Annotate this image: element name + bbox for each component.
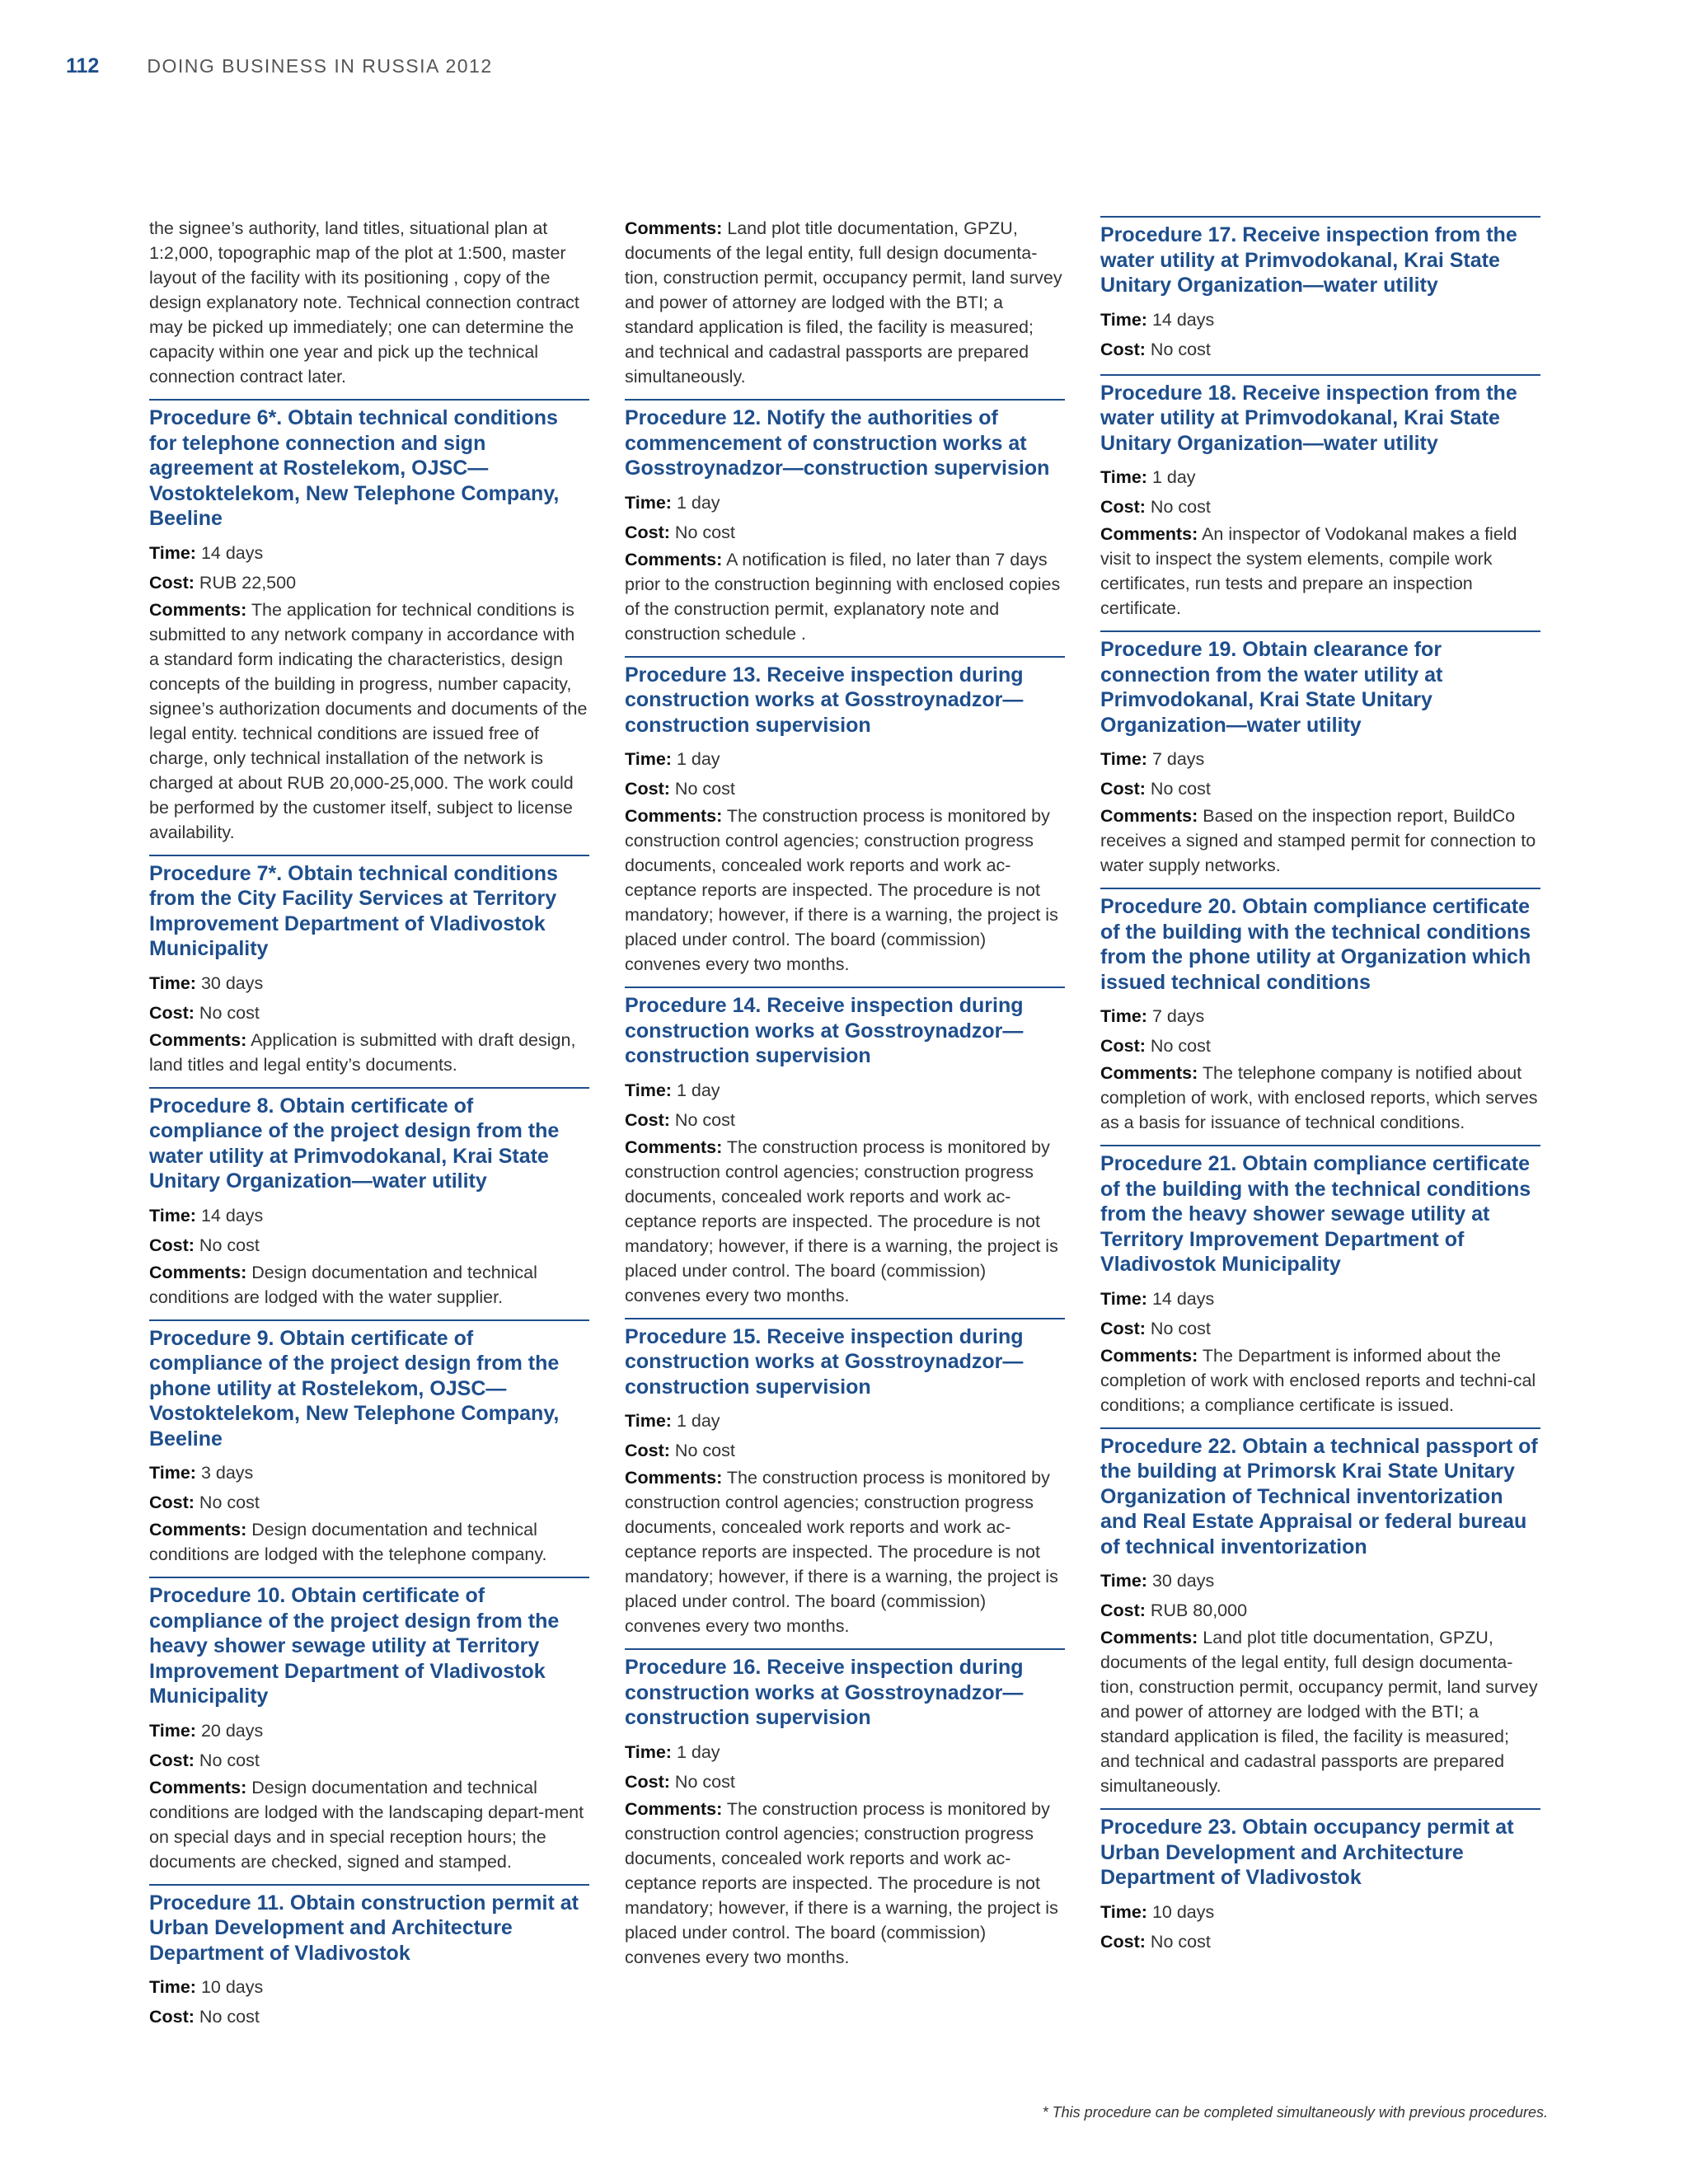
comments-label: Comments: [149,1520,247,1540]
time-label: Time: [1100,1288,1147,1309]
cost-value: No cost [674,1109,735,1130]
cost-value: No cost [199,1235,260,1255]
procedure-time [625,488,1065,518]
comments-label: Comments: [149,1777,247,1797]
comments-text: The Department is informed about the completion of work with enclosed reports and techni-cal conditions; a compliance certificate is issued. [1100,1345,1536,1415]
procedure-cost [625,774,1065,804]
time-label: Time: [625,749,672,769]
time-value: 1 day [676,1741,720,1762]
procedure-time [1100,1284,1540,1314]
cost-value: No cost [199,1750,260,1770]
procedure-cost [149,568,589,598]
procedure-time [625,1737,1065,1767]
time-value: 14 days [200,542,264,563]
procedure-title: Procedure 6*. Obtain technical conditions for telephone connection and sign agreement at Rostelekom, OJSC—Vostoktelekom, New Telephone Company, Beeline [149,406,560,530]
comments-text: Land plot title documentation, GPZU, documents of the legal entity, full design documenta-tion, construction permit, occupancy permit, land survey and power of attorney are lodged with the BTI; a standard application is filed, the facility is measured; and technical and cadastral passports are prepared simultaneously. [625,218,1062,387]
procedure-block [625,399,1065,646]
cost-value: RUB 22,500 [199,572,297,593]
comments-label: Comments: [1100,1628,1198,1647]
procedure-time [1100,1566,1540,1596]
procedure-cost [1100,335,1540,364]
cost-label: Cost: [149,1002,195,1023]
procedure-comments [1100,804,1540,878]
comments-text: The construction process is monitored by construction control agencies; construction progress documents, concealed work reports and work ac-ceptance reports are inspected. The procedure is not mandatory; however, if there is a warning, the project is placed under control. The board (commission) convenes every two months. [625,1468,1058,1636]
cost-value: No cost [1150,339,1211,359]
time-value: 1 day [676,1411,720,1431]
procedure-title: Procedure 18. Receive inspection from the water utility at Primvodokanal, Krai State Unitary Organization—water utility [1100,381,1517,455]
cost-label: Cost: [625,522,670,542]
procedure-time [149,1972,589,2002]
comments-text: The application for technical conditions is submitted to any network company in accordance with a standard form indicating the characteristics, design concepts of the building in progress, number capacity, signee’s authorization documents and documents of the legal entity. technical conditions are issued free of charge, only technical installation of the network is charged at about RUB 20,000-25,000. The work could be performed by the customer itself, subject to license availability. [149,599,588,842]
cost-value: RUB 80,000 [1150,1601,1248,1620]
comments-text: Design documentation and technical conditions are lodged with the telephone company. [149,1520,547,1564]
procedure-cost [1100,1596,1540,1625]
procedure-time [625,744,1065,774]
procedure-time [1100,305,1540,335]
time-label: Time: [1100,749,1147,769]
time-value: 1 day [676,492,720,513]
comments-text: The construction process is monitored by construction control agencies; construction progress documents, concealed work reports and work ac-ceptance reports are inspected. The procedure is not mandatory; however, if there is a warning, the project is placed under control. The board (commission) convenes every two months. [625,1137,1058,1305]
procedure-title: Procedure 9. Obtain certificate of compliance of the project design from the phone utility at Rostelekom, OJSC—Vostoktelekom, New Telephone Company, Beeline [149,1326,560,1451]
procedure-block [1100,1427,1540,1799]
time-label: Time: [625,492,672,513]
procedure-title: Procedure 7*. Obtain technical conditions from the City Facility Services at Territory Improvement Department of Vladivostok Municipality [149,861,558,960]
comments-text: Based on the inspection report, BuildCo receives a signed and stamped permit for connection to water supply networks. [1100,806,1536,875]
procedure-title: Procedure 20. Obtain compliance certificate of the building with the technical conditions from the phone utility at Organization which issued technical conditions [1100,895,1531,994]
procedure-title: Procedure 22. Obtain a technical passport of the building at Primorsk Krai State Unitary Organization of Technical inventorization and Real Estate Appraisal or federal bureau of technical inventorization [1100,1434,1538,1558]
intro-text: the signee’s authority, land titles, situational plan at 1:2,000, topographic map of the plot at 1:500, master layout of the facility with its positioning , copy of the design explanatory note. Technical connection contract may be picked up immediately; one can determine the capacity within one year and pick up the technical connection contract later. [149,218,579,387]
procedure-time [625,1076,1065,1105]
procedure-title: Procedure 15. Receive inspection during construction works at Gosstroynadzor—construction supervision [625,1324,1024,1399]
procedure-comments [625,804,1065,977]
time-value: 3 days [200,1463,254,1483]
time-value: 10 days [1151,1901,1215,1922]
comments-text: Application is submitted with draft design, land titles and legal entity’s documents. [149,1029,576,1075]
time-value: 14 days [1151,1288,1215,1309]
procedure-title: Procedure 21. Obtain compliance certificate of the building with the technical conditions from the heavy shower sewage utility at Territory Improvement Department of Vladivostok Municipality [1100,1152,1531,1276]
procedure-block [625,987,1065,1308]
comments-label: Comments: [149,1029,247,1050]
procedure-comments [1100,1625,1540,1798]
procedure-comments [625,1465,1065,1638]
cost-value: No cost [1150,1318,1211,1338]
time-label: Time: [1100,1901,1147,1922]
procedure-title: Procedure 10. Obtain certificate of compliance of the project design from the heavy shower sewage utility at Territory Improvement Department of Vladivostok Municipality [149,1584,560,1708]
procedure-title: Procedure 14. Receive inspection during construction works at Gosstroynadzor—construction supervision [625,994,1024,1067]
running-title: DOING BUSINESS IN RUSSIA 2012 [147,55,493,77]
procedure-cost [1100,1314,1540,1343]
comments-label: Comments: [1100,1345,1198,1366]
comments-label: Comments: [625,218,723,238]
comments-text: An inspector of Vodokanal makes a field visit to inspect the system elements, compile work certificates, run tests and prepare an inspection certificate. [1100,524,1517,618]
comments-label: Comments: [625,549,723,569]
time-value: 14 days [1151,309,1215,330]
cost-label: Cost: [1100,1931,1146,1952]
cost-value: No cost [674,1441,735,1460]
procedure-comments [625,1797,1065,1970]
cost-label: Cost: [625,1771,670,1792]
procedure-time [149,1458,589,1488]
cost-value: No cost [1150,497,1211,517]
procedure-title: Procedure 23. Obtain occupancy permit at Urban Development and Architecture Department of Vladivostok [1100,1816,1514,1889]
comments-text: A notification is filed, no later than 7 days prior to the construction beginning with enclosed copies of the construction permit, explanatory note and construction schedule . [625,549,1061,644]
procedure-11-comments [625,216,1065,389]
column-right [1100,216,1540,1966]
procedure-block [149,1884,589,2032]
time-value: 14 days [200,1205,264,1226]
comments-text: Design documentation and technical conditions are lodged with the landscaping depart-ment on special days and in special reception hours; the documents are checked, signed and stamped. [149,1777,584,1872]
time-label: Time: [149,1977,196,1997]
cost-value: No cost [199,1002,260,1023]
comments-text: The construction process is monitored by construction control agencies; construction progress documents, concealed work reports and work ac-ceptance reports are inspected. The procedure is not mandatory; however, if there is a warning, the project is placed under control. The board (commission) convenes every two months. [625,1798,1058,1967]
procedure-title: Procedure 19. Obtain clearance for connection from the water utility at Primvodokanal, Krai State Unitary Organization—water utility [1100,638,1443,737]
comments-label: Comments: [625,1798,723,1819]
procedure-block [149,1577,589,1874]
procedure-time [149,968,589,998]
comments-label: Comments: [1100,806,1198,826]
cost-label: Cost: [149,572,195,593]
procedure-block [1100,630,1540,878]
comments-label: Comments: [625,1468,723,1488]
procedure-title: Procedure 16. Receive inspection during construction works at Gosstroynadzor—construction supervision [625,1656,1024,1729]
time-label: Time: [1100,1006,1147,1026]
cost-label: Cost: [1100,497,1146,517]
column-left [149,216,589,2041]
cost-label: Cost: [625,779,670,799]
procedure-block [1100,1808,1540,1957]
procedure-cost [149,2002,589,2032]
procedure-comments [1100,1061,1540,1135]
cost-label: Cost: [149,1750,195,1770]
procedure-block [149,399,589,845]
cost-label: Cost: [149,1493,195,1512]
procedure-block [149,1319,589,1568]
time-value: 1 day [676,749,720,769]
time-label: Time: [1100,467,1147,487]
cost-label: Cost: [1100,339,1146,359]
procedure-time [1100,744,1540,774]
cost-value: No cost [674,1771,735,1792]
comments-label: Comments: [149,1262,247,1282]
cost-label: Cost: [625,1441,670,1460]
comments-label: Comments: [625,1137,723,1157]
column-middle [625,216,1065,1980]
procedure-block [625,1318,1065,1639]
cost-label: Cost: [625,1109,670,1130]
procedure-title: Procedure 13. Receive inspection during construction works at Gosstroynadzor—construction supervision [625,663,1024,737]
procedure-comments [1100,522,1540,621]
cost-value: No cost [1150,1036,1211,1056]
procedure-block [1100,216,1540,364]
comments-label: Comments: [149,599,247,620]
procedure-cost [625,1436,1065,1465]
time-value: 1 day [1151,467,1196,487]
cost-label: Cost: [1100,1601,1146,1620]
procedure-time [149,1201,589,1230]
cost-value: No cost [1150,779,1211,799]
time-label: Time: [1100,1571,1147,1591]
comments-text: Design documentation and technical conditions are lodged with the water supplier. [149,1262,537,1307]
procedure-block [149,855,589,1077]
procedure-comments [625,1135,1065,1308]
comments-label: Comments: [1100,524,1198,544]
time-value: 30 days [200,972,264,993]
time-label: Time: [149,1463,196,1483]
page-number: 112 [66,54,100,77]
procedure-title: Procedure 8. Obtain certificate of compliance of the project design from the water utility at Primvodokanal, Krai State Unitary Organization—water utility [149,1094,560,1193]
time-label: Time: [1100,309,1147,330]
procedure-comments [1100,1343,1540,1418]
time-value: 1 day [676,1080,720,1100]
time-label: Time: [625,1741,672,1762]
procedure-block [625,656,1065,977]
cost-label: Cost: [1100,1036,1146,1056]
procedure-cost [149,998,589,1028]
procedure-time [1100,462,1540,492]
comments-text: Land plot title documentation, GPZU, documents of the legal entity, full design documenta-tion, construction permit, occupancy permit, land survey and power of attorney are lodged with the BTI; a standard application is filed, the facility is measured; and technical and cadastral passports are prepared simultaneously. [1100,1628,1538,1796]
cost-value: No cost [1150,1931,1211,1952]
procedure-title: Procedure 17. Receive inspection from the water utility at Primvodokanal, Krai State Unitary Organization—water utility [1100,223,1517,297]
procedure-block [625,1648,1065,1970]
procedure-comments [149,1517,589,1567]
procedure-cost [149,1230,589,1260]
procedure-time [625,1406,1065,1436]
procedure-block [149,1087,589,1310]
procedure-time [149,538,589,568]
procedure-cost [1100,492,1540,522]
procedure-comments [149,1260,589,1310]
time-label: Time: [149,542,196,563]
procedure-cost [1100,1927,1540,1957]
time-label: Time: [149,972,196,993]
procedure-cost [1100,1031,1540,1061]
procedure-cost [149,1488,589,1517]
time-value: 7 days [1151,1006,1205,1026]
time-value: 20 days [200,1720,264,1741]
procedure-cost [625,1767,1065,1797]
procedure-cost [149,1746,589,1775]
procedure-comments [149,1028,589,1077]
comments-text: The construction process is monitored by construction control agencies; construction progress documents, concealed work reports and work ac-ceptance reports are inspected. The procedure is not mandatory; however, if there is a warning, the project is placed under control. The board (commission) convenes every two months. [625,806,1058,974]
page-header [66,54,493,82]
time-label: Time: [625,1080,672,1100]
cost-label: Cost: [1100,1318,1146,1338]
time-value: 7 days [1151,749,1205,769]
cost-value: No cost [199,1493,260,1512]
procedure-title: Procedure 11. Obtain construction permit at Urban Development and Architecture Department of Vladivostok [149,1891,579,1965]
procedure-block [1100,374,1540,621]
cost-value: No cost [674,779,735,799]
comments-text: The telephone company is notified about completion of work, with enclosed reports, which serves as a basis for issuance of technical conditions. [1100,1063,1538,1132]
time-label: Time: [625,1411,672,1431]
cost-label: Cost: [149,1235,195,1255]
time-value: 30 days [1151,1571,1215,1591]
cost-label: Cost: [149,2007,195,2027]
procedure-cost [625,518,1065,547]
procedure-comments [149,598,589,845]
procedure-cost [625,1105,1065,1135]
procedure-time [149,1716,589,1746]
comments-label: Comments: [1100,1063,1198,1083]
procedure-comments [149,1775,589,1874]
time-value: 10 days [200,1977,264,1997]
time-label: Time: [149,1720,196,1741]
procedure-time [1100,1001,1540,1031]
time-label: Time: [149,1205,196,1226]
comments-label: Comments: [625,806,723,826]
procedure-block [1100,1145,1540,1418]
cost-value: No cost [199,2007,260,2027]
procedure-comments [625,547,1065,646]
procedure-title: Procedure 12. Notify the authorities of commencement of construction works at Gosstroynadzor—construction supervision [625,406,1050,480]
footnote: * This procedure can be completed simultaneously with previous procedures. [1042,2104,1548,2121]
procedure-cost [1100,774,1540,804]
cost-value: No cost [674,522,735,542]
cost-label: Cost: [1100,779,1146,799]
procedure-block [1100,888,1540,1135]
procedure-time [1100,1897,1540,1927]
